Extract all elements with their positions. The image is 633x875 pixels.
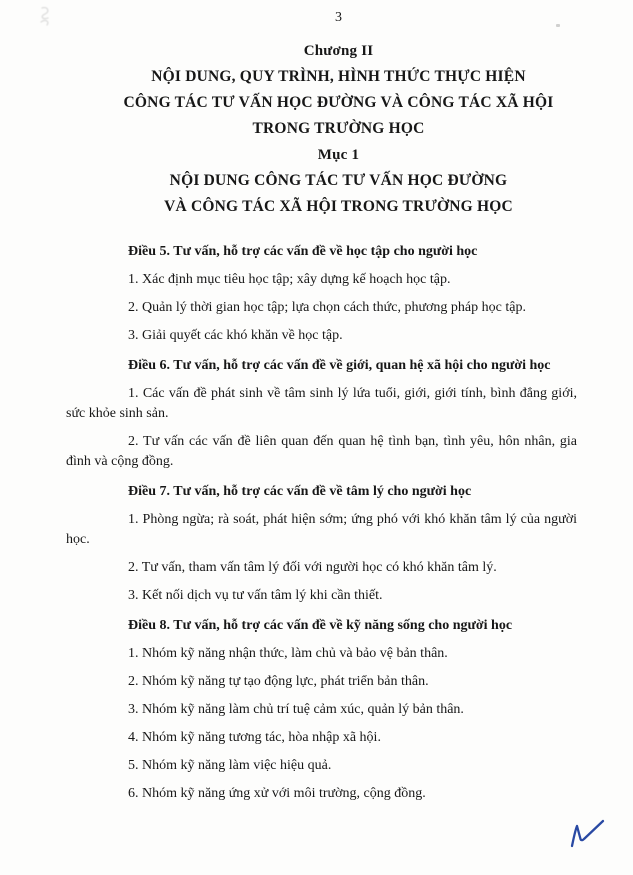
article-7-heading: Điều 7. Tư vấn, hỗ trợ các vấn đề về tâm lý cho người học [128,484,472,499]
chapter-title-line-3: TRONG TRƯỜNG HỌC [252,120,425,137]
article-8-item-5: 5. Nhóm kỹ năng làm việc hiệu quả. [128,758,332,773]
scan-smudge [34,4,62,34]
section-title-line-2: VÀ CÔNG TÁC XÃ HỘI TRONG TRƯỜNG HỌC [164,198,513,215]
article-7-item-2: 2. Tư vấn, tham vấn tâm lý đối với người học có khó khăn tâm lý. [128,560,497,575]
chapter-heading [0,38,633,220]
article-8-heading: Điều 8. Tư vấn, hỗ trợ các vấn đề về kỹ năng sống cho người học [128,618,513,633]
article-7-item-3: 3. Kết nối dịch vụ tư vấn tâm lý khi cần thiết. [128,588,383,603]
article-6-item-1: 1. Các vấn đề phát sinh về tâm sinh lý lứa tuổi, giới, giới tính, bình đẳng giới, sức khỏe sinh sản. [66,386,577,421]
page-number: 3 [335,10,342,25]
article-6-heading: Điều 6. Tư vấn, hỗ trợ các vấn đề về giới, quan hệ xã hội cho người học [128,358,551,373]
chapter-label: Chương II [303,43,374,59]
section-title-line-1: NỘI DUNG CÔNG TÁC TƯ VẤN HỌC ĐƯỜNG [169,172,508,189]
article-8-item-4: 4. Nhóm kỹ năng tương tác, hòa nhập xã hội. [128,730,381,745]
scan-speck [556,24,560,27]
article-8-item-3: 3. Nhóm kỹ năng làm chủ trí tuệ cảm xúc, quản lý bản thân. [128,702,464,717]
chapter-title-line-1: NỘI DUNG, QUY TRÌNH, HÌNH THỨC THỰC HIỆN [151,68,526,85]
article-5-item-3: 3. Giải quyết các khó khăn về học tập. [128,328,343,343]
section-label: Mục 1 [317,147,360,163]
article-8-item-1: 1. Nhóm kỹ năng nhận thức, làm chủ và bảo vệ bản thân. [128,646,448,661]
article-7-item-1: 1. Phòng ngừa; rà soát, phát hiện sớm; ứng phó với khó khăn tâm lý của người học. [66,512,577,547]
article-8-item-6: 6. Nhóm kỹ năng ứng xử với môi trường, cộng đồng. [128,786,426,801]
article-8-item-2: 2. Nhóm kỹ năng tự tạo động lực, phát triển bản thân. [128,674,429,689]
chapter-title-line-2: CÔNG TÁC TƯ VẤN HỌC ĐƯỜNG VÀ CÔNG TÁC XÃ HỘI [123,94,554,111]
document-body [0,242,633,804]
pen-mark-icon [553,810,625,860]
article-5-heading: Điều 5. Tư vấn, hỗ trợ các vấn đề về học tập cho người học [128,244,478,259]
article-6-item-2: 2. Tư vấn các vấn đề liên quan đến quan hệ tình bạn, tình yêu, hôn nhân, gia đình và cộng đồng. [66,434,577,469]
article-5-item-1: 1. Xác định mục tiêu học tập; xây dựng kế hoạch học tập. [128,272,451,287]
article-5-item-2: 2. Quản lý thời gian học tập; lựa chọn cách thức, phương pháp học tập. [128,300,526,315]
